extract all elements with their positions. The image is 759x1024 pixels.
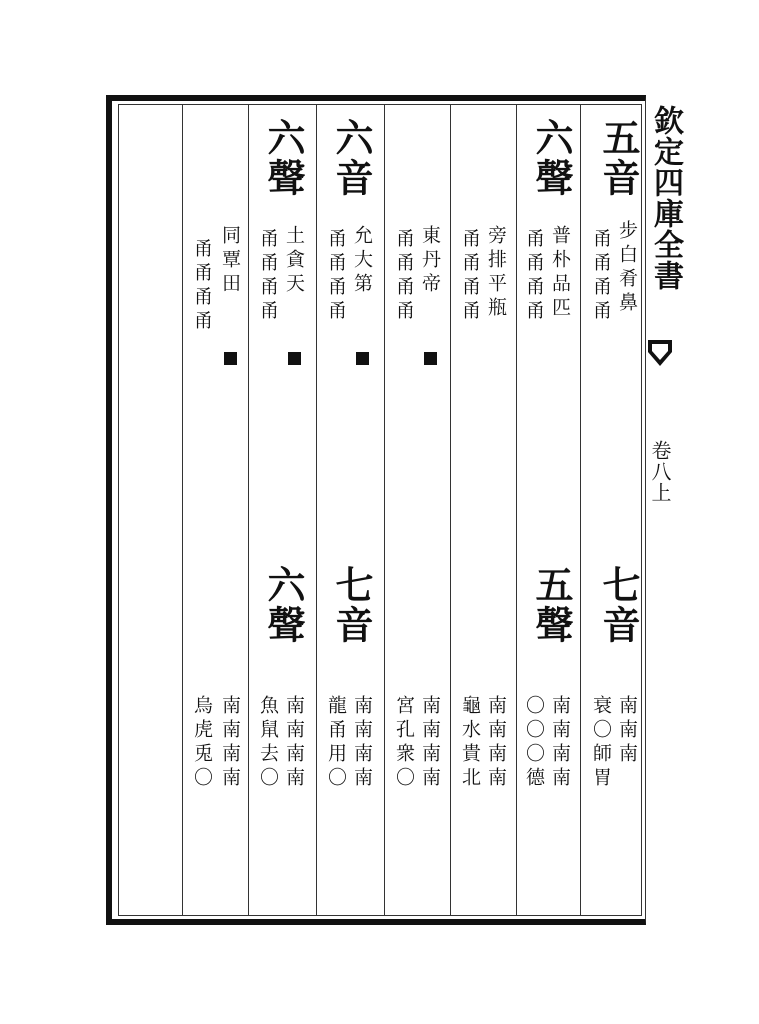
entry-line: 東丹帝 — [419, 225, 441, 297]
black-block-mark — [224, 352, 237, 365]
text-column-2 — [518, 110, 584, 910]
entry-line: 南南南南 — [485, 695, 507, 791]
entry-line: 甬甬甬甬 — [325, 228, 347, 324]
column-heading: 七音 — [596, 565, 641, 645]
entry-line: 允大第 — [351, 225, 373, 297]
entry-line: 步白肴鼻 — [616, 220, 638, 316]
text-column-5 — [318, 110, 384, 910]
entry-line: 旁排平瓶 — [485, 225, 507, 321]
column-rule — [316, 104, 317, 916]
column-rule — [182, 104, 183, 916]
entry-line: 普朴品匹 — [549, 225, 571, 321]
entry-line: 〇〇〇德 — [523, 695, 545, 791]
entry-line: 同覃田 — [219, 225, 241, 297]
text-column-4 — [386, 110, 452, 910]
column-heading: 六聲 — [529, 118, 574, 198]
text-column-7 — [184, 110, 250, 910]
book-title: 欽定四庫全書 — [648, 105, 683, 291]
entry-line: 烏虎兎〇 — [191, 695, 213, 791]
juan-number: 卷八上 — [648, 440, 672, 503]
column-heading: 六音 — [329, 118, 374, 198]
column-heading: 七音 — [329, 565, 374, 645]
text-column-1 — [583, 110, 649, 910]
column-heading: 六聲 — [261, 118, 306, 198]
entry-line: 甬甬甬甬 — [191, 238, 213, 334]
entry-line: 甬甬甬甬 — [459, 228, 481, 324]
entry-line: 土貪天 — [283, 225, 305, 297]
entry-line: 魚䑕去〇 — [257, 695, 279, 791]
entry-line: 甬甬甬甬 — [523, 228, 545, 324]
text-column-6 — [250, 110, 316, 910]
entry-line: 龜水貴北 — [459, 695, 481, 791]
entry-line: 衰〇師胃 — [590, 695, 612, 791]
entry-line: 南南南南 — [219, 695, 241, 791]
black-block-mark — [424, 352, 437, 365]
black-block-mark — [288, 352, 301, 365]
entry-line: 甬甬甬甬 — [393, 228, 415, 324]
entry-line: 龍甬用〇 — [325, 695, 347, 791]
fish-tail-mark-icon — [646, 338, 674, 368]
column-rule — [384, 104, 385, 916]
entry-line: 甬甬甬甬 — [257, 228, 279, 324]
entry-line: 南南南南 — [283, 695, 305, 791]
entry-line: 南南南南 — [351, 695, 373, 791]
text-column-3 — [452, 110, 518, 910]
column-heading: 五聲 — [529, 565, 574, 645]
column-heading: 五音 — [596, 118, 641, 198]
column-heading: 六聲 — [261, 565, 306, 645]
entry-line: 宮孔衆〇 — [393, 695, 415, 791]
entry-line: 甬甬甬甬 — [590, 228, 612, 324]
entry-line: 南南南南 — [549, 695, 571, 791]
entry-line: 南南南 — [616, 695, 638, 767]
black-block-mark — [356, 352, 369, 365]
entry-line: 南南南南 — [419, 695, 441, 791]
